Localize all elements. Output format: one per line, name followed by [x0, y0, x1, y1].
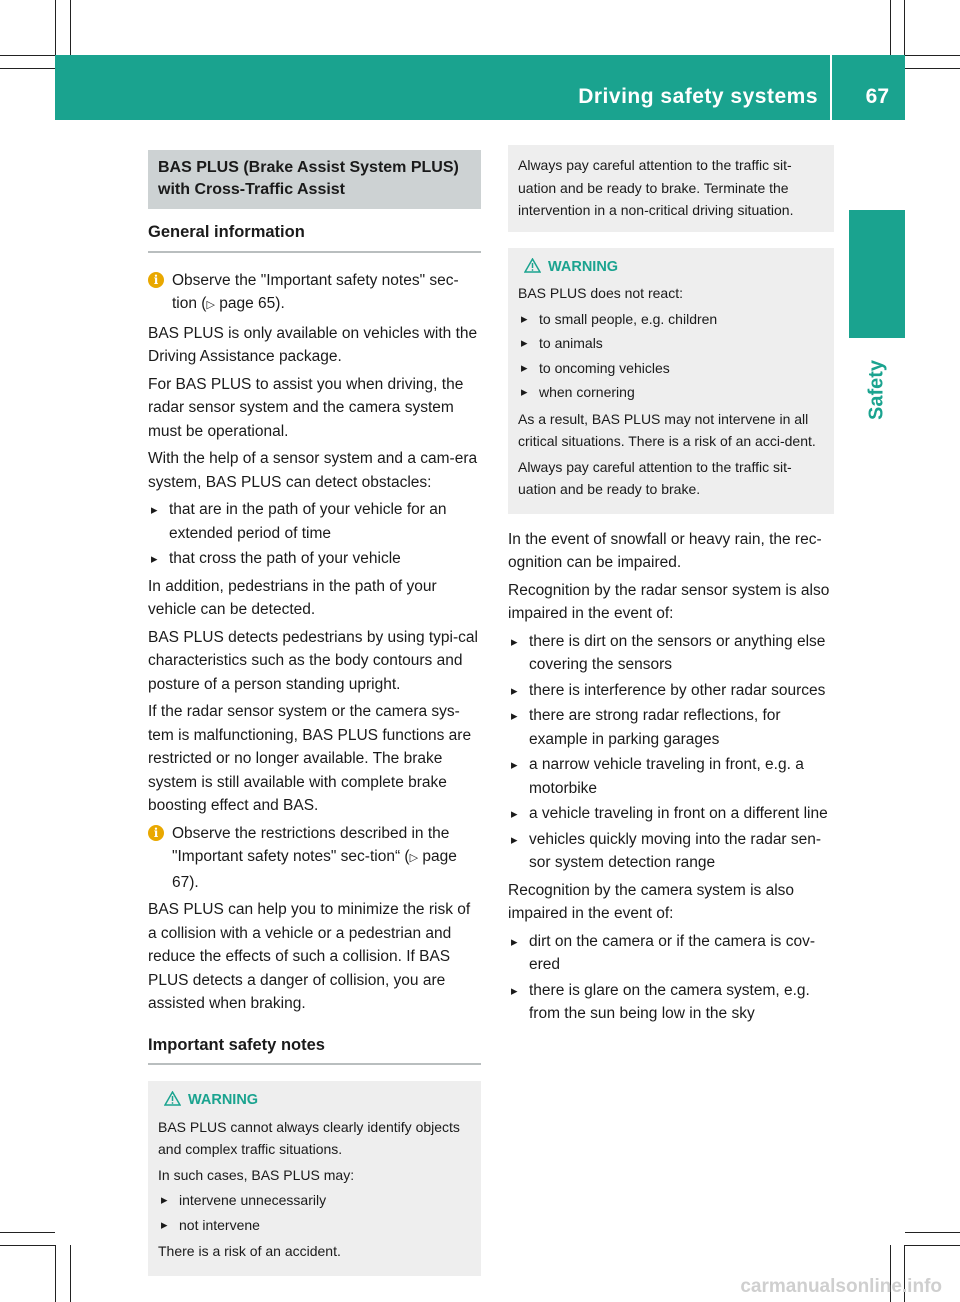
chapter-tab-label: Safety — [865, 359, 888, 421]
paragraph: With the help of a sensor system and a cam-era system, BAS PLUS can detect obstacles: — [148, 450, 478, 491]
list-item: ▸ a vehicle traveling in front on a different line — [508, 802, 834, 826]
list-item: ▸ there are strong radar reflections, for example in parking garages — [508, 704, 834, 751]
crop-mark — [55, 1245, 56, 1302]
crop-mark — [904, 0, 905, 55]
page-reference-link[interactable]: page 65). — [219, 295, 285, 312]
list-item: ▸ there is dirt on the sensors or anything else covering the sensors — [508, 630, 834, 677]
list-item: ▸ there is glare on the camera system, e.g. from the sun being low in the sky — [508, 979, 834, 1026]
right-column — [508, 150, 834, 1030]
watermark: carmanualsonline.info — [740, 1276, 942, 1297]
info-note-text: Observe the restrictions described in the "Important safety notes" sec-tion“ ( — [172, 824, 450, 865]
warning-text: As a result, BAS PLUS may not intervene in all critical situations. There is a risk of an acci-dent. — [518, 410, 816, 449]
warning-text: BAS PLUS does not react: — [518, 285, 683, 301]
info-note-text: Observe the "Important safety notes" sec-tion ( — [172, 271, 459, 312]
list-item: ▸ dirt on the camera or if the camera is cov-ered — [508, 930, 834, 977]
reference-arrow-icon: ▷ — [409, 852, 419, 864]
header-title: Driving safety systems — [578, 85, 818, 108]
warning-list — [158, 1189, 471, 1236]
warning-text: Always pay careful attention to the traffic sit-uation and be ready to brake. Terminate the intervention in a non-critical driving situation. — [518, 157, 794, 218]
chapter-tab-label-wrap — [849, 345, 905, 435]
general-info-heading: General information — [148, 221, 481, 253]
spacer — [508, 514, 834, 528]
info-note — [148, 269, 481, 318]
paragraph: Recognition by the radar sensor system is also impaired in the event of: — [508, 581, 830, 622]
list-item: ▸ a narrow vehicle traveling in front, e.g. a motorbike — [508, 753, 834, 800]
crop-mark — [0, 1245, 55, 1246]
info-note — [148, 822, 481, 895]
header-divider — [830, 55, 832, 120]
paragraph: Recognition by the camera system is also impaired in the event of: — [508, 881, 795, 922]
paragraph: BAS PLUS detects pedestrians by using typi-cal characteristics such as the body contours and posture of a person standing upright. — [148, 628, 478, 693]
list-item: ▸ when cornering — [518, 381, 824, 404]
paragraph: For BAS PLUS to assist you when driving, the radar sensor system and the camera system must be operational. — [148, 375, 464, 440]
list-item: ▸ vehicles quickly moving into the radar sen-sor system detection range — [508, 828, 834, 875]
warning-box — [148, 1081, 481, 1276]
warning-text: There is a risk of an accident. — [158, 1243, 341, 1259]
safety-notes-heading: Important safety notes — [148, 1034, 481, 1066]
radar-impairment-list — [508, 630, 834, 875]
section-title: BAS PLUS (Brake Assist System PLUS) with Cross-Traffic Assist — [148, 150, 481, 209]
list-item: ▸ intervene unnecessarily — [158, 1189, 471, 1212]
warning-title-row — [518, 256, 824, 279]
warning-title-row — [158, 1089, 471, 1112]
crop-mark — [55, 0, 56, 55]
warning-box — [508, 248, 834, 514]
crop-mark — [0, 1232, 55, 1233]
crop-mark — [0, 68, 55, 69]
crop-mark — [70, 0, 71, 55]
list-item: ▸ that cross the path of your vehicle — [148, 547, 481, 571]
list-item: ▸ to oncoming vehicles — [518, 357, 824, 380]
camera-impairment-list — [508, 930, 834, 1026]
crop-mark — [890, 0, 891, 55]
info-icon: i — [148, 825, 164, 841]
warning-triangle-icon — [524, 258, 541, 273]
paragraph: In addition, pedestrians in the path of your vehicle can be detected. — [148, 577, 437, 618]
crop-mark — [70, 1245, 71, 1302]
list-item: ▸ to small people, e.g. children — [518, 308, 824, 331]
warning-continuation-box — [508, 145, 834, 232]
obstacle-list — [148, 498, 481, 571]
crop-mark — [905, 68, 960, 69]
crop-mark — [905, 1232, 960, 1233]
warning-title: WARNING — [188, 1092, 259, 1108]
list-item: ▸ to animals — [518, 332, 824, 355]
warning-list — [518, 308, 824, 404]
warning-triangle-icon — [164, 1091, 181, 1106]
list-item: ▸ there is interference by other radar sources — [508, 679, 834, 703]
page-header — [55, 55, 905, 120]
info-icon: i — [148, 272, 164, 288]
left-column — [148, 150, 481, 1276]
crop-mark — [905, 55, 960, 56]
warning-title: WARNING — [548, 258, 619, 275]
paragraph: If the radar sensor system or the camera sys-tem is malfunctioning, BAS PLUS functions are restricted or no longer available. The brake system is still available with complete brake boosting effect and BAS. — [148, 703, 472, 814]
page-reference-link[interactable]: page 67). — [172, 848, 457, 891]
list-item: ▸ that are in the path of your vehicle for an extended period of time — [148, 498, 481, 545]
crop-mark — [0, 55, 55, 56]
chapter-tab — [849, 210, 905, 338]
crop-mark — [905, 1245, 960, 1246]
list-item: ▸ not intervene — [158, 1214, 471, 1237]
paragraph: In the event of snowfall or heavy rain, the rec-ognition can be impaired. — [508, 530, 822, 571]
warning-text: Always pay careful attention to the traffic sit-uation and be ready to brake. — [518, 458, 792, 497]
page-number: 67 — [865, 85, 889, 108]
reference-arrow-icon: ▷ — [206, 299, 215, 311]
warning-text: BAS PLUS cannot always clearly identify objects and complex traffic situations. — [158, 1118, 460, 1157]
paragraph: BAS PLUS can help you to minimize the risk of a collision with a vehicle or a pedestrian and reduce the effects of such a collision. If BAS PLUS detects a danger of collision, you are assisted when braking. — [148, 901, 471, 1012]
warning-text: In such cases, BAS PLUS may: — [158, 1166, 355, 1183]
paragraph: BAS PLUS is only available on vehicles with the Driving Assistance package. — [148, 324, 478, 365]
